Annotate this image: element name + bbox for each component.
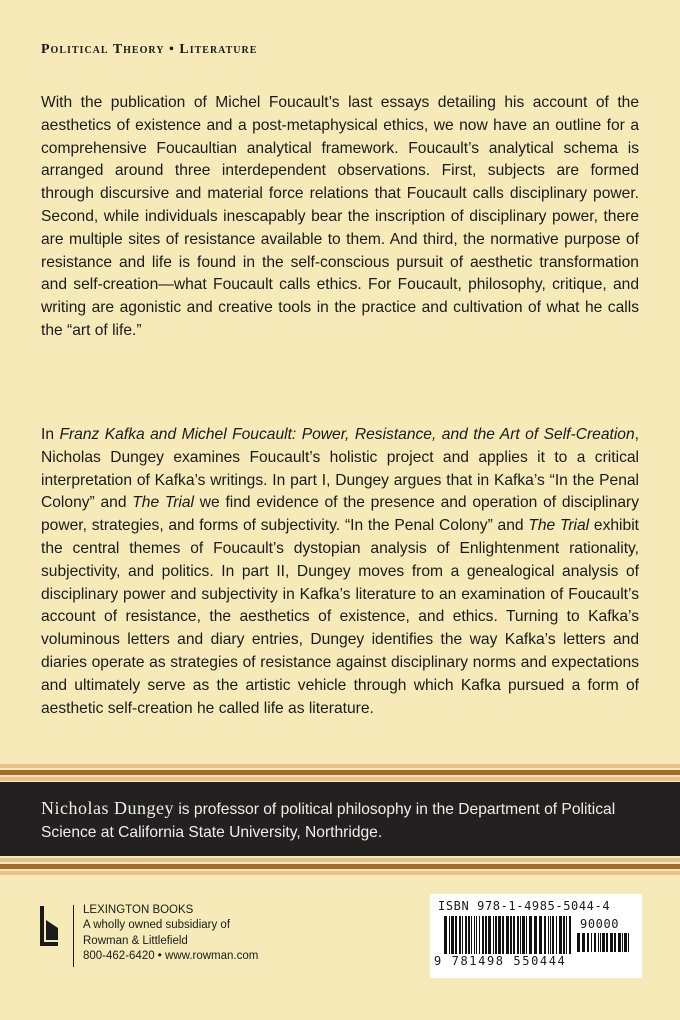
blurb-text-segment: we find evidence of the presence and operation of disciplinary power, strategies, and forms of subjectivity. “In the Penal Colony” and	[41, 494, 639, 535]
divider-stripe	[0, 777, 680, 781]
publisher-parent: Rowman & Littlefield	[83, 934, 188, 947]
isbn-text: ISBN 978-1-4985-5044-4	[438, 899, 611, 913]
publisher-contact: 800-462-6420 • www.rowman.com	[83, 950, 259, 963]
blurb-text-segment: , Nicholas Dungey examines Foucault’s holistic project and applies it to a critical interpretation of Kafka’s writings. In part I, Dungey argues that in Kafka’s “In the Penal Colony” and	[41, 426, 639, 512]
divider-stripe	[0, 858, 680, 862]
author-bio-bar	[0, 782, 680, 856]
divider-stripe	[0, 764, 680, 768]
publisher-name: LEXINGTON BOOKS	[83, 904, 194, 916]
trial-title: The Trial	[528, 517, 590, 535]
publisher-divider	[73, 905, 74, 967]
blurb-paragraph-2	[41, 424, 639, 720]
author-name: Nicholas Dungey	[41, 798, 174, 818]
ean-barcode-bars	[444, 916, 574, 954]
lexington-logo-icon	[38, 904, 60, 948]
author-bio	[41, 797, 641, 844]
blurb-paragraph-1: With the publication of Michel Foucault’s last essays detailing his account of the aesthetics of existence and a post-metaphysical ethics, we now have an outline for a comprehensive Foucaultian analytical framework. Foucault’s analytical schema is arranged around three interdependent observations. First, subjects are formed through discursive and material force relations that Foucault calls disciplinary power. Second, while individuals inescapably bear the inscription of disciplinary power, there are multiple sites of resistance available to them. And third, the normative purpose of resistance and life is found in the self-conscious pursuit of aesthetic transformation and self-creation—what Foucault calls ethics. For Foucault, philosophy, critique, and writing are agonistic and creative tools in the practice and cultivation of what he calls the “art of life.”	[41, 94, 639, 339]
price-barcode-bars	[577, 933, 633, 952]
publisher-subsidiary-line: A wholly owned subsidiary of	[83, 919, 231, 932]
price-code-text: 90000	[580, 917, 620, 931]
divider-stripe	[0, 770, 680, 775]
trial-title: The Trial	[132, 494, 195, 512]
ean-number-text: 9 781498 550444	[434, 954, 567, 968]
blurb-text-segment: exhibit the central themes of Foucault’s dystopian analysis of Enlightenment rationality, subjectivity, and politics. In part II, Dungey moves from a genealogical analysis of disciplinary power and subjectivity in Kafka’s literature to an examination of Foucault’s account of resistance, the aesthetics of existence, and ethics. Turning to Kafka’s voluminous letters and diary entries, Dungey identifies the way Kafka’s letters and diaries operate as strategies of resistance against disciplinary norms and expectations and ultimately serve as the artistic vehicle through which Kafka pursued a form of aesthetic self-creation he called life as literature.	[41, 517, 639, 717]
divider-stripe	[0, 871, 680, 875]
publisher-imprint	[83, 903, 258, 965]
author-bio-text: is professor of political philosophy in the Department of Political Science at California State University, Northridge.	[41, 801, 616, 841]
divider-stripe	[0, 864, 680, 869]
isbn-barcode	[430, 894, 642, 978]
blurb-text-segment: In	[41, 426, 60, 443]
category-label: Political Theory • Literature	[41, 42, 258, 57]
book-title: Franz Kafka and Michel Foucault: Power, Resistance, and the Art of Self-Creation	[59, 426, 635, 443]
